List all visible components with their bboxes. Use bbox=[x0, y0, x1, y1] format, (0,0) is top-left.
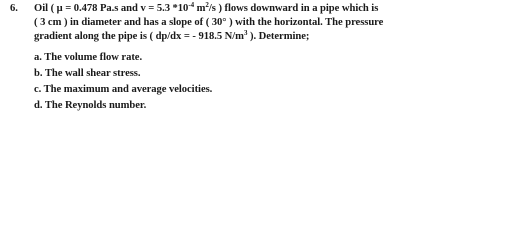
part-a: a. The volume flow rate. bbox=[34, 52, 143, 63]
line1-text-b: m bbox=[194, 3, 206, 14]
question-line-3 bbox=[34, 30, 309, 44]
line1-text-a: Oil ( μ = 0.478 Pa.s and v = 5.3 *10 bbox=[34, 3, 189, 14]
exponent-two: 2 bbox=[205, 1, 209, 9]
question-number: 6. bbox=[10, 3, 18, 14]
exponent-three: 3 bbox=[243, 29, 248, 37]
part-d: d. The Reynolds number. bbox=[34, 100, 147, 111]
question-line-1 bbox=[34, 2, 378, 16]
question-line-2: ( 3 cm ) in diameter and has a slope of ( 30° ) with the horizontal. The pressure bbox=[34, 17, 384, 28]
part-c: c. The maximum and average velocities. bbox=[34, 84, 213, 95]
line3-text-a: gradient along the pipe is ( dp/dx = - 918.5 N/m bbox=[34, 31, 244, 42]
line3-text-b: ). Determine; bbox=[247, 31, 310, 42]
part-b: b. The wall shear stress. bbox=[34, 68, 141, 79]
line1-text-c: /s ) flows downward in a pipe which is bbox=[208, 3, 379, 14]
exponent-minus-four: -4 bbox=[188, 1, 195, 9]
